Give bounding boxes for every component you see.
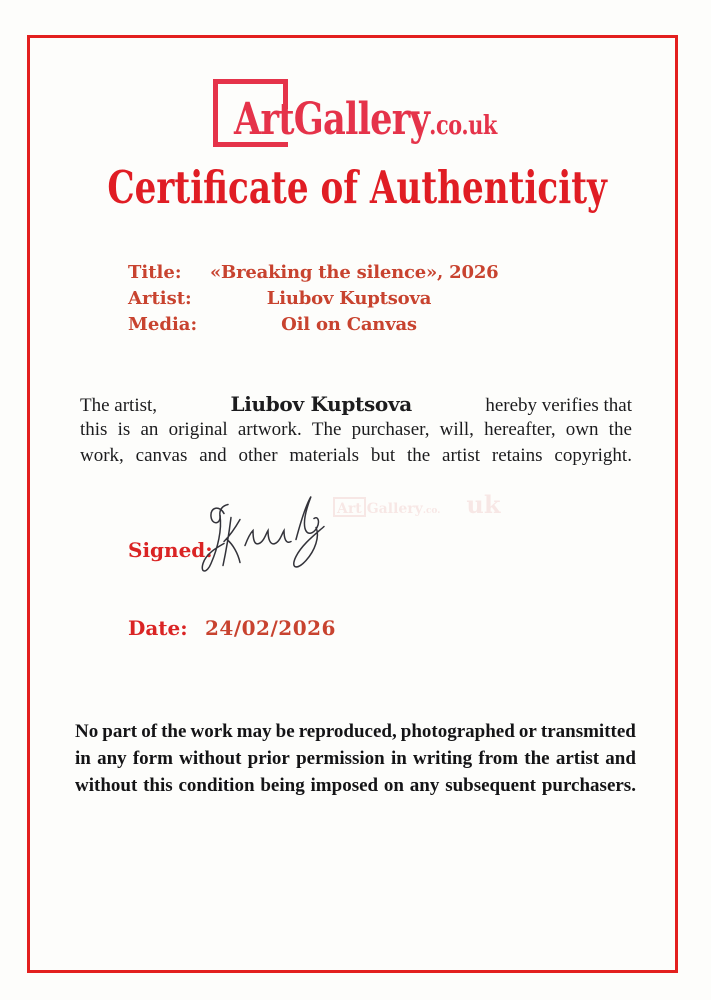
field-value-media: Oil on Canvas: [281, 314, 417, 335]
logo-text: [234, 94, 497, 145]
notice-line-2: in any form without prior permission in writing from the artist and: [75, 748, 636, 769]
watermark-square-icon: Art: [333, 497, 366, 517]
logo-tld: .co.uk: [429, 111, 497, 141]
notice-line-3: without this condition being imposed on any subsequent purchasers.: [75, 775, 636, 796]
date-value: 24/02/2026: [205, 616, 336, 640]
watermark-logo: Art Gallery .co. uk: [333, 490, 500, 519]
signature-image: [194, 488, 329, 600]
statement-line-1: [80, 391, 632, 417]
statement-line1-left: The artist,: [80, 395, 158, 416]
field-row-artist: [128, 286, 488, 312]
certificate-title: Certificate of Authenticity: [107, 161, 607, 214]
watermark-uk: uk: [466, 490, 501, 519]
field-label-title: Title:: [128, 262, 182, 283]
field-row-title: [128, 260, 499, 286]
statement-line-2: this is an original artwork. The purchaser, will, hereafter, own the: [80, 419, 632, 440]
date-row: [128, 615, 336, 641]
statement-line1-right: hereby verifies that: [485, 395, 632, 416]
certificate-border-frame: [27, 35, 678, 973]
signed-label: Signed:: [128, 538, 213, 562]
field-value-title: «Breaking the silence», 2026: [210, 262, 499, 283]
statement-line-3: work, canvas and other materials but the artist retains copyright.: [80, 445, 632, 466]
logo-wordmark: ArtGallery: [234, 94, 430, 145]
field-label-artist: Artist:: [128, 288, 192, 309]
field-value-artist: Liubov Kuptsova: [266, 288, 432, 309]
field-label-media: Media:: [128, 314, 198, 335]
copyright-notice: [75, 718, 636, 799]
notice-line-1: No part of the work may be reproduced, photographed or transmitted: [75, 721, 636, 742]
field-row-media: [128, 312, 488, 338]
artist-name-inline: Liubov Kuptsova: [230, 392, 412, 416]
artist-statement: [80, 391, 632, 469]
artwork-fields: [128, 260, 499, 338]
date-label: Date:: [128, 616, 188, 640]
